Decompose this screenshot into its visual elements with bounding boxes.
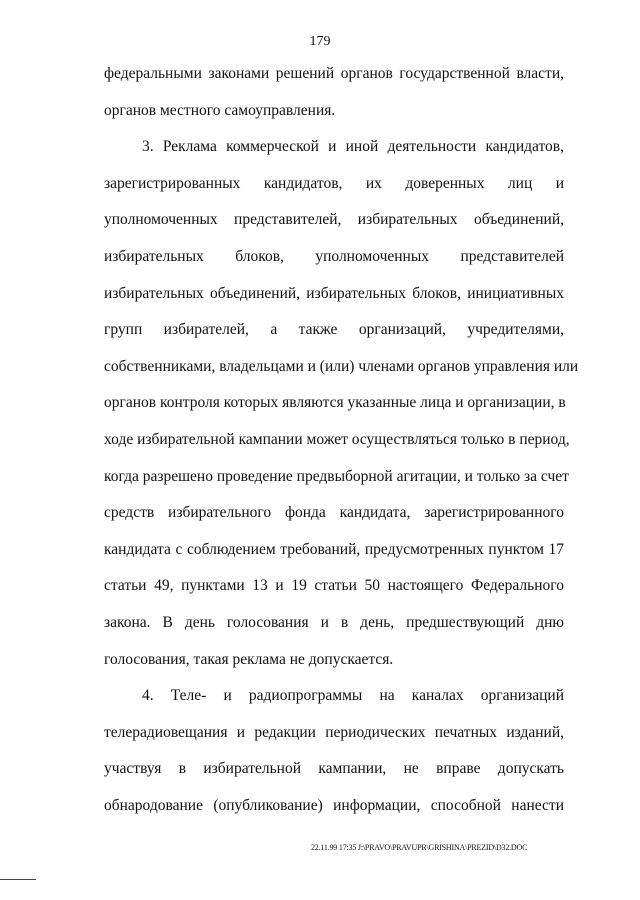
text-line: 3. Реклама коммерческой и иной деятельности кандидатов, xyxy=(142,138,564,156)
text-line: когда разрешено проведение предвыборной агитации, и только за счет xyxy=(104,467,569,485)
text-line: статьи 49, пунктами 13 и 19 статьи 50 настоящего Федерального xyxy=(104,577,564,595)
text-line: кандидата с соблюдением требований, предусмотренных пунктом 17 xyxy=(104,540,564,558)
text-line: участвуя в избирательной кампании, не вправе допускать xyxy=(104,760,564,778)
text-line: избирательных объединений, избирательных блоков, инициативных xyxy=(104,284,564,302)
text-line: голосования, такая реклама не допускается. xyxy=(104,650,394,668)
text-line: ходе избирательной кампании может осуществляться только в период, xyxy=(104,430,570,448)
text-line: собственниками, владельцами и (или) членами органов управления или xyxy=(104,357,579,375)
text-line: органов местного самоуправления. xyxy=(104,101,336,119)
text-line: зарегистрированных кандидатов, их доверенных лиц и xyxy=(104,174,564,192)
document-body xyxy=(104,56,579,824)
footer-file-path: 22.11.99 17:35 J:\PRAVO\PRAVUPR\GRISHINA\PREZID\D32.DOC xyxy=(311,843,528,852)
text-line: уполномоченных представителей, избирательных объединений, xyxy=(104,211,564,229)
text-line: органов контроля которых являются указанные лица и организации, в xyxy=(104,394,566,412)
text-line: средств избирательного фонда кандидата, зарегистрированного xyxy=(104,504,564,522)
text-line: 4. Теле- и радиопрограммы на каналах организаций xyxy=(142,687,564,705)
text-line: групп избирателей, а также организаций, учредителями, xyxy=(104,321,564,339)
page-number: 179 xyxy=(309,34,331,49)
text-line: обнародование (опубликование) информации, способной нанести xyxy=(104,796,564,814)
text-line: телерадиовещания и редакции периодических печатных изданий, xyxy=(104,723,564,741)
text-line: федеральными законами решений органов государственной власти, xyxy=(104,65,564,82)
text-line: избирательных блоков, уполномоченных представителей xyxy=(104,247,564,265)
text-line: закона. В день голосования и в день, предшествующий дню xyxy=(104,613,564,631)
edge-mark xyxy=(0,879,36,880)
